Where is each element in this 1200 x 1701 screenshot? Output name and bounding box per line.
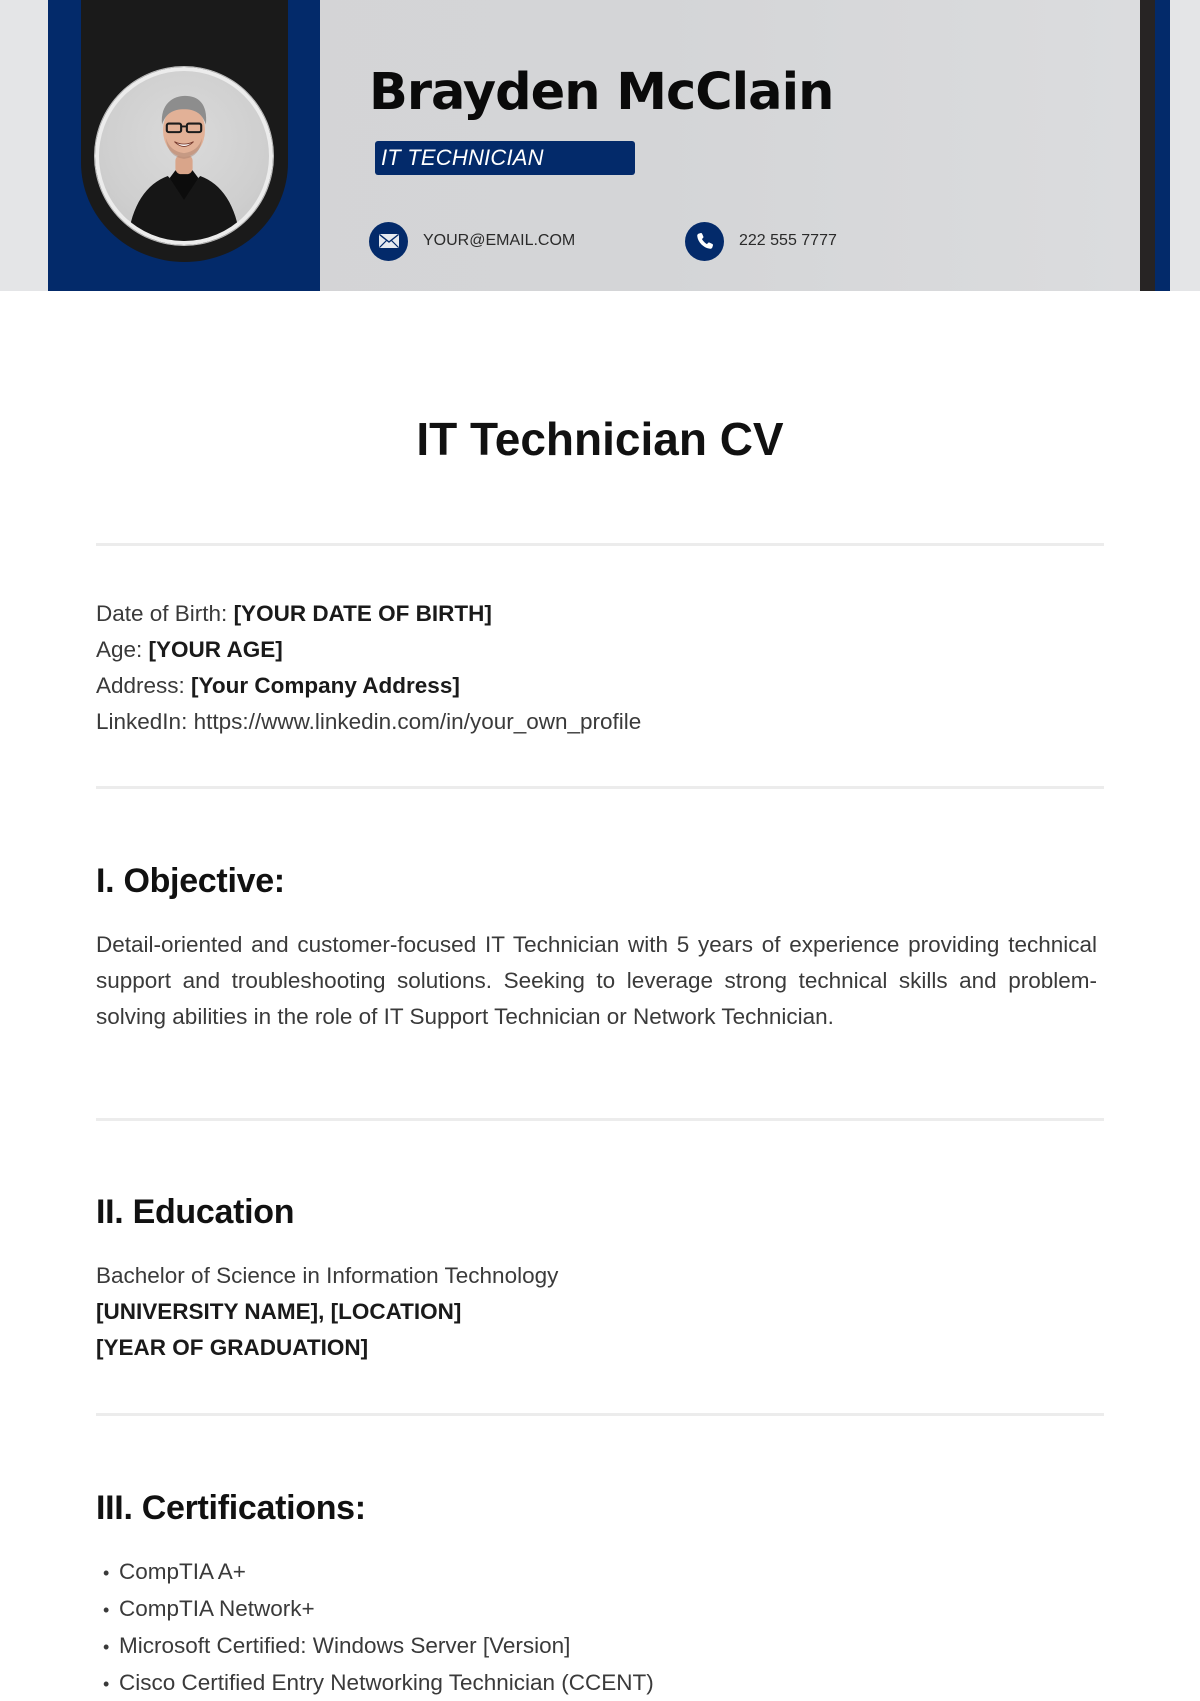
divider bbox=[96, 1118, 1104, 1121]
header-right-navy-stripe bbox=[1155, 0, 1170, 291]
section-heading-objective: I. Objective: bbox=[96, 862, 285, 900]
info-label: Address: bbox=[96, 673, 192, 698]
candidate-name: Brayden McClain bbox=[369, 63, 834, 122]
list-item: • CompTIA Network+ bbox=[103, 1591, 654, 1628]
education-institution: [UNIVERSITY NAME], [LOCATION] bbox=[96, 1299, 462, 1324]
person-photo-icon bbox=[99, 71, 269, 241]
avatar bbox=[95, 67, 273, 245]
section-heading-education: II. Education bbox=[96, 1193, 295, 1231]
info-value: [Your Company Address] bbox=[191, 673, 460, 698]
info-row-age bbox=[96, 632, 641, 668]
info-row-address bbox=[96, 668, 641, 704]
education-degree: Bachelor of Science in Information Technology bbox=[96, 1263, 559, 1288]
contact-phone bbox=[685, 221, 837, 261]
info-label: LinkedIn: bbox=[96, 709, 194, 734]
phone-icon bbox=[685, 222, 724, 261]
phone-text[interactable]: 222 555 7777 bbox=[739, 232, 837, 249]
cv-header-banner bbox=[0, 0, 1200, 291]
info-value: [YOUR DATE OF BIRTH] bbox=[233, 601, 492, 626]
personal-info bbox=[96, 596, 641, 740]
divider bbox=[96, 1413, 1104, 1416]
header-right-black-stripe bbox=[1140, 0, 1155, 291]
info-row-linkedin bbox=[96, 704, 641, 740]
divider bbox=[96, 786, 1104, 789]
list-item: • Microsoft Certified: Windows Server [Version] bbox=[103, 1628, 654, 1665]
header-left-strip bbox=[0, 0, 48, 291]
list-item: • CompTIA A+ bbox=[103, 1554, 654, 1591]
education-year: [YEAR OF GRADUATION] bbox=[96, 1335, 369, 1360]
list-item: • Cisco Certified Entry Networking Technician (CCENT) bbox=[103, 1665, 654, 1701]
info-label: Age: bbox=[96, 637, 149, 662]
education-details bbox=[96, 1258, 558, 1366]
email-text[interactable]: YOUR@EMAIL.COM bbox=[423, 232, 576, 249]
objective-text: Detail-oriented and customer-focused IT Technician with 5 years of experience providing technical support and troubleshooting solutions. Seeking to leverage strong technical skills and problem-solving abilities in the role of IT Support Technician or Network Technician. bbox=[96, 932, 1097, 1029]
page-title: IT Technician CV bbox=[416, 413, 784, 465]
certifications-list bbox=[103, 1554, 654, 1701]
info-row-dob bbox=[96, 596, 641, 632]
info-value: [YOUR AGE] bbox=[148, 637, 283, 662]
divider bbox=[96, 543, 1104, 546]
info-label: Date of Birth: bbox=[96, 601, 234, 626]
header-right-strip bbox=[1170, 0, 1200, 291]
envelope-icon bbox=[369, 222, 408, 261]
linkedin-link[interactable]: https://www.linkedin.com/in/your_own_profile bbox=[193, 709, 642, 734]
role-badge: IT TECHNICIAN bbox=[375, 141, 635, 175]
section-heading-certifications: III. Certifications: bbox=[96, 1489, 366, 1527]
contact-email bbox=[369, 221, 575, 261]
